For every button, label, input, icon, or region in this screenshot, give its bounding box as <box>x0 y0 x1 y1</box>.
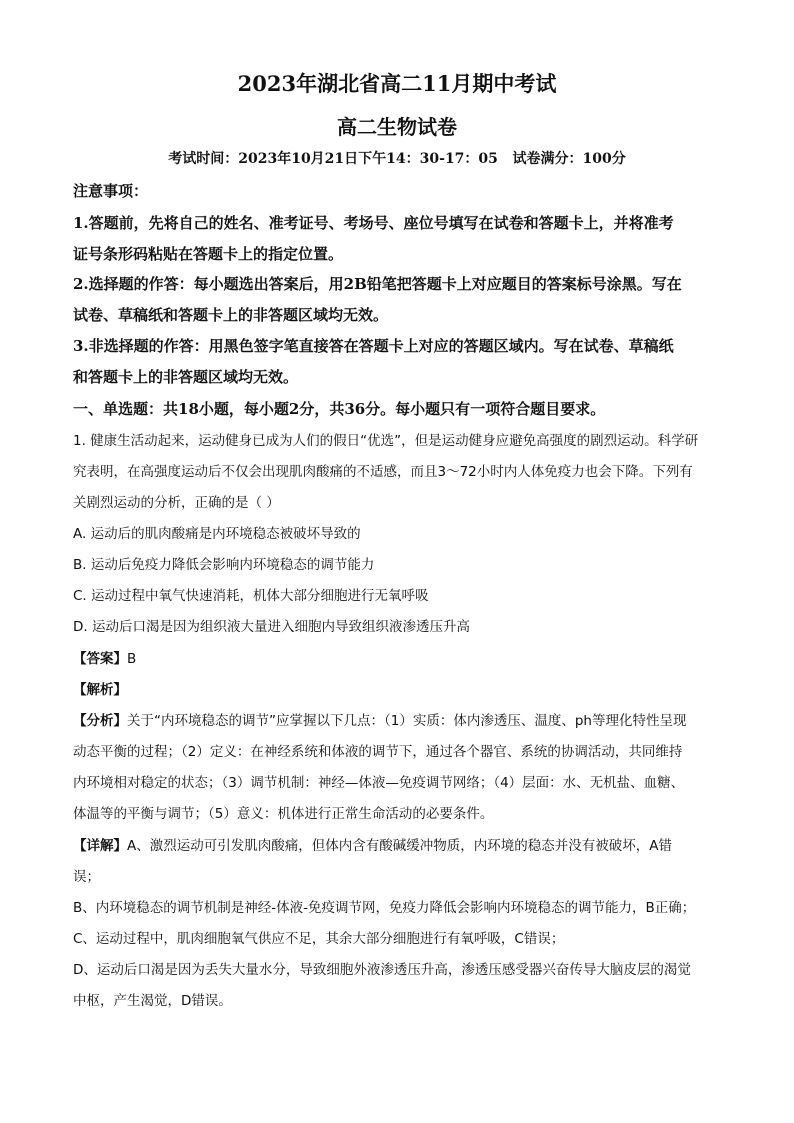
notice-line: 2.选择题的作答：每小题选出答案后，用2B铅笔把答题卡上对应题目的答案标号涂黑。写在 <box>73 275 682 293</box>
option-d: D. 运动后口渴是因为组织液大量进入细胞内导致组织液渗透压升高 <box>73 619 470 635</box>
notice-line: 试卷、草稿纸和答题卡上的非答题区域均无效。 <box>73 306 389 324</box>
fenxi-line: 内环境相对稳定的状态；（3）调节机制：神经—体液—免疫调节网络；（4）层面：水、无机盐、血糖、 <box>73 775 685 791</box>
xiangjie-text: A、激烈运动可引发肌肉酸痛，但体内含有酸碱缓冲物质，内环境的稳态并没有被破坏，A错 <box>127 838 672 854</box>
fenxi-tag: 【分析】 <box>73 713 127 729</box>
fenxi-line: 体温等的平衡与调节；（5）意义：机体进行正常生命活动的必要条件。 <box>73 806 494 822</box>
xiangjie-line: 中枢，产生渴觉，D错误。 <box>73 993 232 1009</box>
analysis-line <box>73 679 733 701</box>
fenxi-line: 动态平衡的过程；（2）定义：在神经系统和体液的调节下，通过各个器官、系统的协调活动，共同维持 <box>73 744 683 760</box>
question-stem-line: 关剧烈运动的分析，正确的是（ ） <box>73 495 280 511</box>
answer-line <box>73 648 733 670</box>
option-a: A. 运动后的肌肉酸痛是内环境稳态被破坏导致的 <box>73 526 361 542</box>
notice-heading: 注意事项： <box>73 182 149 200</box>
paper-subtitle: 高二生物试卷 <box>337 115 457 139</box>
notice-line: 1.答题前，先将自己的姓名、准考证号、考场号、座位号填写在试卷和答题卡上，并将准考 <box>73 214 674 232</box>
answer-tag: 【答案】 <box>73 651 127 667</box>
fenxi-text: 关于“内环境稳态的调节”应掌握以下几点：（1）实质：体内渗透压、温度、ph等理化特性呈现 <box>127 713 687 729</box>
option-c: C. 运动过程中氧气快速消耗，机体大部分细胞进行无氧呼吸 <box>73 588 429 604</box>
notice-line: 证号条形码粘贴在答题卡上的指定位置。 <box>73 245 344 263</box>
xiangjie-tag: 【详解】 <box>73 838 127 854</box>
question-stem-line: 究表明，在高强度运动后不仅会出现肌肉酸痛的不适感，而且3～72小时内人体免疫力也会下降。下列有 <box>73 464 693 480</box>
answer-value: B <box>127 651 137 667</box>
fenxi-line <box>73 710 733 732</box>
analysis-tag: 【解析】 <box>73 682 127 698</box>
notice-line: 3.非选择题的作答：用黑色签字笔直接答在答题卡上对应的答题区域内。写在试卷、草稿纸 <box>73 337 674 355</box>
section-heading: 一、单选题：共18小题，每小题2分，共36分。每小题只有一项符合题目要求。 <box>73 400 606 418</box>
exam-info: 考试时间：2023年10月21日下午14：30-17：05 试卷满分：100分 <box>168 151 626 167</box>
notice-line: 和答题卡上的非答题区域均无效。 <box>73 368 299 386</box>
option-b: B. 运动后免疫力降低会影响内环境稳态的调节能力 <box>73 557 375 573</box>
xiangjie-line: C、运动过程中，肌肉细胞氧气供应不足，其余大部分细胞进行有氧呼吸，C错误； <box>73 931 565 947</box>
xiangjie-line: D、运动后口渴是因为丢失大量水分，导致细胞外液渗透压升高，渗透压感受器兴奋传导大脑皮层的渴觉 <box>73 962 691 978</box>
question-stem-line: 1. 健康生活动起来，运动健身已成为人们的假日“优选”，但是运动健身应避免高强度的剧烈运动。科学研 <box>73 433 699 449</box>
xiangjie-line <box>73 835 733 857</box>
exam-title: 2023年湖北省高二11月期中考试 <box>237 71 557 96</box>
xiangjie-line: B、内环境稳态的调节机制是神经-体液-免疫调节网，免疫力降低会影响内环境稳态的调节能力，B正确； <box>73 900 696 916</box>
xiangjie-line: 误； <box>73 869 100 885</box>
